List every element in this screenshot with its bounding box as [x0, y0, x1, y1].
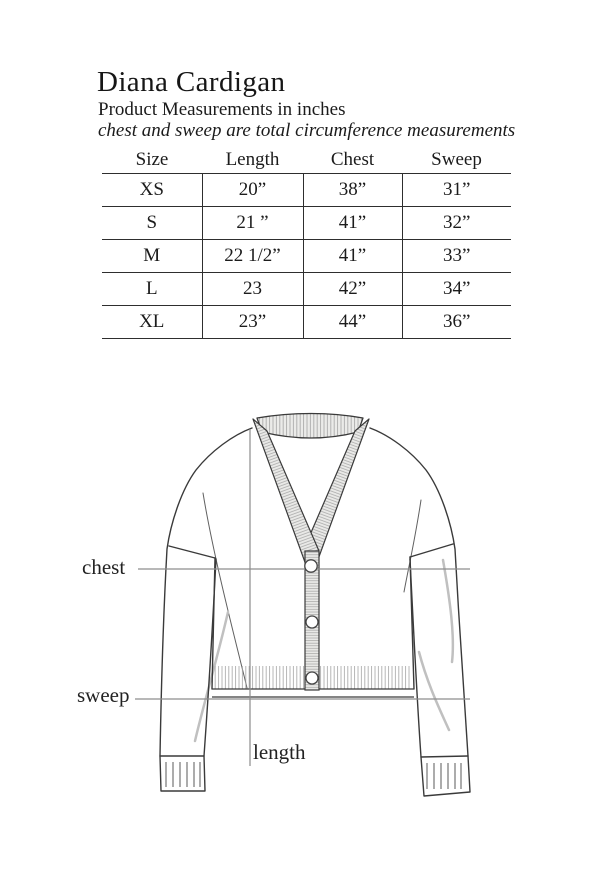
col-header-size: Size	[102, 147, 202, 173]
size-table	[102, 147, 511, 339]
cell-length: 21 ”	[202, 206, 303, 239]
col-header-sweep: Sweep	[402, 147, 511, 173]
cell-sweep: 31”	[402, 173, 511, 206]
left-cuff-ribs	[166, 762, 200, 787]
button-middle	[306, 616, 318, 628]
cell-length: 23”	[202, 305, 303, 338]
table-row-m	[102, 239, 511, 272]
table-row-l	[102, 272, 511, 305]
cell-length: 20”	[202, 173, 303, 206]
col-header-length: Length	[202, 147, 303, 173]
cell-size: M	[102, 239, 202, 272]
left-sleeve	[160, 428, 252, 791]
sweep-label: sweep	[77, 683, 130, 707]
left-front-band	[253, 419, 319, 565]
cell-size: L	[102, 272, 202, 305]
cell-sweep: 36”	[402, 305, 511, 338]
cell-chest: 41”	[303, 239, 402, 272]
right-cuff-ribs	[427, 763, 461, 789]
subtitle: Product Measurements in inches	[98, 99, 346, 120]
right-cuff-seam	[421, 756, 468, 757]
cardigan-sketch	[0, 400, 600, 878]
measurement-note: chest and sweep are total circumference measurements	[98, 120, 516, 141]
right-armhole-seam	[410, 544, 453, 557]
left-armhole-seam	[169, 546, 215, 558]
table-row-xs	[102, 173, 511, 206]
cell-size: XL	[102, 305, 202, 338]
cell-size: S	[102, 206, 202, 239]
page-title: Diana Cardigan	[97, 66, 286, 98]
cell-sweep: 34”	[402, 272, 511, 305]
button-top	[305, 560, 317, 572]
cuff-ribs	[166, 762, 461, 789]
cell-sweep: 33”	[402, 239, 511, 272]
chest-label: chest	[82, 555, 126, 579]
length-label: length	[253, 740, 306, 764]
cell-length: 22 1/2”	[202, 239, 303, 272]
table-row-s	[102, 206, 511, 239]
col-header-chest: Chest	[303, 147, 402, 173]
cell-chest: 41”	[303, 206, 402, 239]
right-sleeve	[370, 428, 470, 796]
cell-size: XS	[102, 173, 202, 206]
cell-sweep: 32”	[402, 206, 511, 239]
table-row-xl	[102, 305, 511, 338]
size-table-header-row	[102, 147, 511, 173]
cell-chest: 44”	[303, 305, 402, 338]
cell-length: 23	[202, 272, 303, 305]
button-bottom	[306, 672, 318, 684]
cell-chest: 42”	[303, 272, 402, 305]
cell-chest: 38”	[303, 173, 402, 206]
collar-ribbing	[257, 414, 363, 439]
